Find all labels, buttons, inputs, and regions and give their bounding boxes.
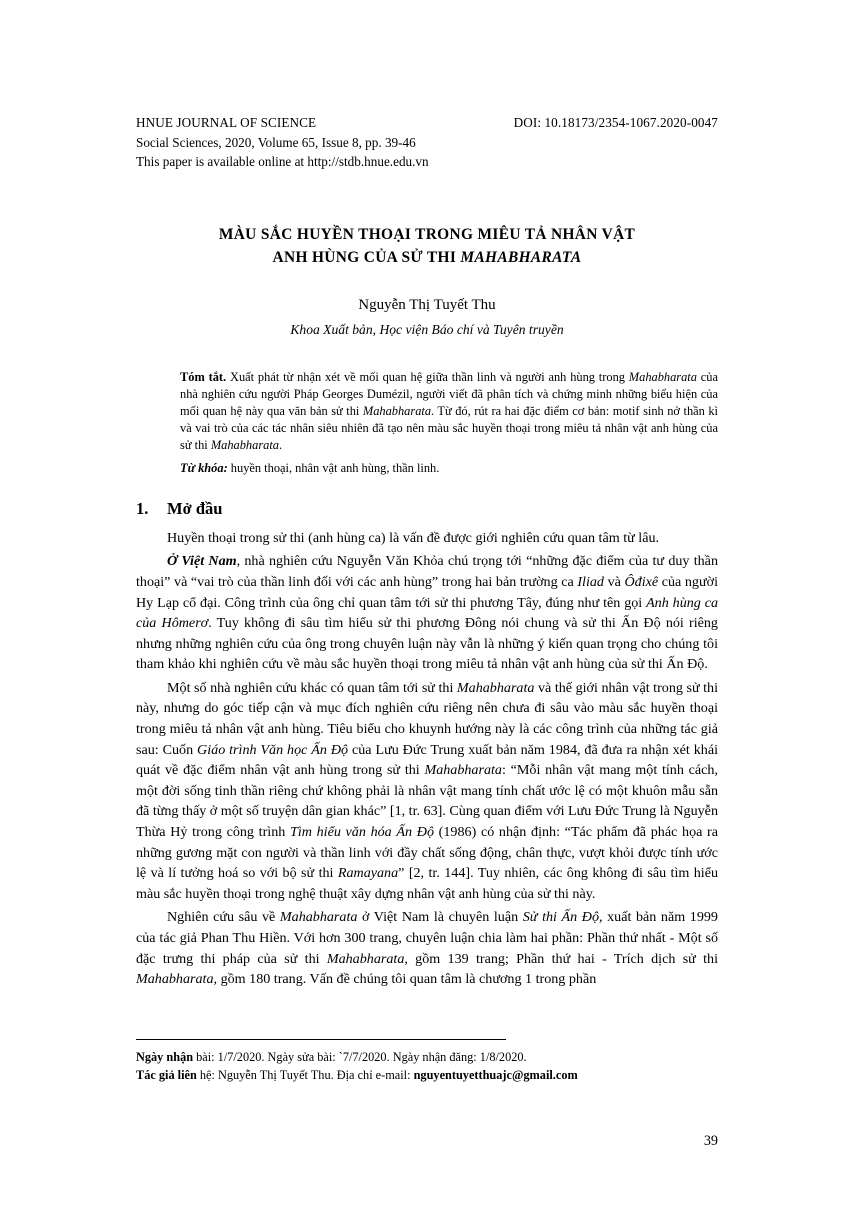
p3-italic-5: Ramayana bbox=[337, 865, 399, 882]
p3-seg-5: (1986) có nhận định: “Tác phẩm đã phác họa ra những gương mặt con người và thần linh với đầy chất sống động, chân thực, vượt khỏi được tính ước lệ và lí tưởng hoá so với bộ sử thi bbox=[136, 824, 719, 882]
p3-italic-2: Giáo trình Văn học Ấn Độ bbox=[197, 741, 349, 758]
doi-text: DOI: 10.18173/2354-1067.2020-0047 bbox=[513, 115, 718, 130]
p2-bold-italic-1: Ở Việt Nam bbox=[167, 553, 237, 570]
abstract-label: Tóm tắt. bbox=[180, 369, 227, 384]
abstract-seg-4: . bbox=[278, 438, 283, 453]
p4-italic-1: Mahabharata bbox=[279, 909, 358, 926]
title-block bbox=[136, 223, 718, 269]
footnote-divider bbox=[136, 1039, 506, 1040]
footnote-contact-label: Tác giả liên bbox=[136, 1068, 197, 1083]
p3-seg-6: ” [2, tr. 144]. Tuy nhiên, các ông không đi sâu tìm hiểu màu sắc huyền thoại trong nghệ thuật xây dựng nhân vật anh hùng của sử thi này. bbox=[136, 865, 718, 902]
keywords-line bbox=[180, 460, 718, 477]
footnote-received-label: Ngày nhận bbox=[136, 1050, 194, 1064]
p2-italic-2: Ôđixê bbox=[624, 573, 659, 590]
p2-seg-4: . Tuy không đi sâu tìm hiểu sử thi phương Đông nói chung và sử thi Ấn Độ nói riêng nhưng những nghiên cứu của ông trong chuyên luận này vẫn là những ý kiến quan trọng cho chúng tôi tham khảo khi nghiên cứu về màu sắc huyền thoại trong miêu tả nhân vật anh hùng của sử thi Ấn Độ. bbox=[136, 615, 718, 673]
abstract-italic-3: Mahabharata bbox=[210, 438, 279, 453]
paragraph-1 bbox=[136, 528, 718, 549]
footnote-block bbox=[136, 1048, 718, 1085]
abstract-italic-2: Mahabharata bbox=[362, 403, 432, 418]
p4-italic-2: Sử thi Ấn Độ bbox=[522, 909, 600, 926]
p2-italic-3: Anh hùng ca của Hômerơ bbox=[136, 594, 719, 632]
p4-italic-4: Mahabharata bbox=[136, 971, 214, 988]
p2-seg-1: , nhà nghiên cứu Nguyễn Văn Khỏa chú trọng tới “những đặc điểm của tư duy thần thoại” và “vai trò của thần linh đối với các anh hùng” trong hai bản trường ca bbox=[136, 553, 718, 590]
page-title bbox=[136, 223, 718, 269]
p4-italic-3: Mahabharata bbox=[326, 950, 405, 967]
keywords-label: Từ khóa: bbox=[180, 460, 228, 475]
p4-seg-2: ở Việt Nam là chuyên luận bbox=[357, 909, 523, 926]
title-line-2-italic: MAHABHARATA bbox=[460, 248, 582, 266]
author-block bbox=[136, 295, 718, 340]
section-heading-1 bbox=[136, 499, 718, 519]
abstract-italic-1: Mahabharata bbox=[628, 369, 697, 384]
p4-seg-4: , gồm 139 trang; Phần thứ hai - Trích dịch sử thi bbox=[404, 950, 718, 967]
footnote-contact-text: hệ: Nguyễn Thị Tuyết Thu. Địa chỉ e-mail: bbox=[196, 1068, 414, 1083]
p4-seg-5: , gồm 180 trang. Vấn đề chúng tôi quan tâm là chương 1 trong phần bbox=[213, 971, 597, 988]
p2-seg-2: và bbox=[603, 573, 625, 590]
abstract-seg-1: Xuất phát từ nhận xét về mối quan hệ giữa thần linh và người anh hùng trong bbox=[226, 369, 629, 384]
abstract-block bbox=[180, 369, 718, 477]
journal-issue-line: Social Sciences, 2020, Volume 65, Issue 8, pp. 39-46 bbox=[136, 134, 416, 150]
title-line-2 bbox=[136, 246, 718, 269]
journal-name: HNUE JOURNAL OF SCIENCE bbox=[136, 115, 317, 130]
section-title-1: Mở đầu bbox=[167, 498, 223, 518]
title-line-1: MÀU SẮC HUYỀN THOẠI TRONG MIÊU TẢ NHÂN VẬT bbox=[218, 225, 636, 243]
footnote-dates-text: bài: 1/7/2020. Ngày sửa bài: `7/7/2020. Ngày nhận đăng: 1/8/2020. bbox=[193, 1050, 527, 1064]
page-content bbox=[136, 113, 718, 990]
p3-italic-1: Mahabharata bbox=[456, 679, 535, 696]
p3-seg-4: : “Mỗi nhân vật mang một tính cách, một đời sống tinh thần riêng chứ không phải là nhân vật mang tính chất ước lệ có một khuôn mẫu sẵn đã từng thấy ở một số truyện dân gian khác” [1, tr. 63]. Cùng quan điểm với Lưu Đức Trung là Nguyễn Thừa Hỷ trong công trình bbox=[136, 762, 718, 841]
author-name: Nguyễn Thị Tuyết Thu bbox=[358, 296, 496, 313]
paragraph-3 bbox=[136, 678, 718, 905]
paragraph-4 bbox=[136, 907, 718, 989]
abstract-seg-2: của nhà nghiên cứu người Pháp Georges Dumézil, người viết đã phân tích và chứng minh những biểu hiện của mối quan hệ này qua văn bản sử thi bbox=[180, 369, 718, 418]
p3-seg-1: Một số nhà nghiên cứu khác có quan tâm tới sử thi bbox=[167, 679, 457, 696]
author-affiliation: Khoa Xuất bản, Học viện Báo chí và Tuyên truyền bbox=[290, 321, 564, 337]
p3-seg-2: và thế giới nhân vật trong sử thi này, nhưng do góc tiếp cận và mục đích nghiên cứu riêng nên chưa đi sâu vào màu sắc huyền thoại trong miêu tả nhân vật anh hùng. Tiêu biểu cho khuynh hướng này là các công trình của những tác giả sau: Cuốn bbox=[136, 679, 718, 758]
keywords-text: huyền thoại, nhân vật anh hùng, thần linh. bbox=[227, 460, 440, 475]
p3-italic-3: Mahabharata bbox=[424, 762, 502, 779]
paragraph-1-text: Huyền thoại trong sử thi (anh hùng ca) là vấn đề được giới nghiên cứu quan tâm từ lâu. bbox=[167, 529, 660, 546]
journal-masthead bbox=[136, 113, 718, 172]
p4-seg-3: , xuất bản năm 1999 của tác giả Phan Thu Hiền. Với hơn 300 trang, chuyên luận chia làm hai phần: Phần thứ nhất - Một số đặc trưng thi pháp của sử thi bbox=[136, 909, 718, 967]
p2-seg-3: của người Hy Lạp cổ đại. Công trình của ông chỉ quan tâm tới sử thi phương Tây, đúng như tên gọi bbox=[136, 573, 718, 611]
page-number: 39 bbox=[703, 1133, 718, 1149]
title-line-2-plain: ANH HÙNG CỦA SỬ THI bbox=[272, 248, 461, 266]
footnote-dates-line bbox=[136, 1048, 718, 1066]
p3-italic-4: Tìm hiểu văn hóa Ấn Độ bbox=[289, 824, 434, 841]
paragraph-2 bbox=[136, 551, 718, 675]
footnote-contact-line bbox=[136, 1066, 718, 1084]
masthead-top-row bbox=[136, 113, 718, 133]
p3-seg-3: của Lưu Đức Trung xuất bản năm 1984, đã đưa ra nhận xét khái quát về đặc điểm nhân vật anh hùng trong sử thi bbox=[136, 741, 718, 779]
footnote-email: nguyentuyetthuajc@gmail.com bbox=[413, 1068, 578, 1083]
section-number-1: 1. bbox=[136, 498, 149, 518]
p2-italic-1: Iliad bbox=[577, 573, 604, 590]
p4-seg-1: Nghiên cứu sâu về bbox=[167, 909, 280, 926]
journal-availability-line: This paper is available online at http://stdb.hnue.edu.vn bbox=[136, 154, 429, 169]
abstract-seg-3: . Từ đó, rút ra hai đặc điểm cơ bản: motif sinh nở thần kì và vai trò của các tác nhân siêu nhiên đã tạo nên màu sắc huyền thoại trong miêu tả nhân vật anh hùng của sử thi bbox=[180, 403, 718, 453]
